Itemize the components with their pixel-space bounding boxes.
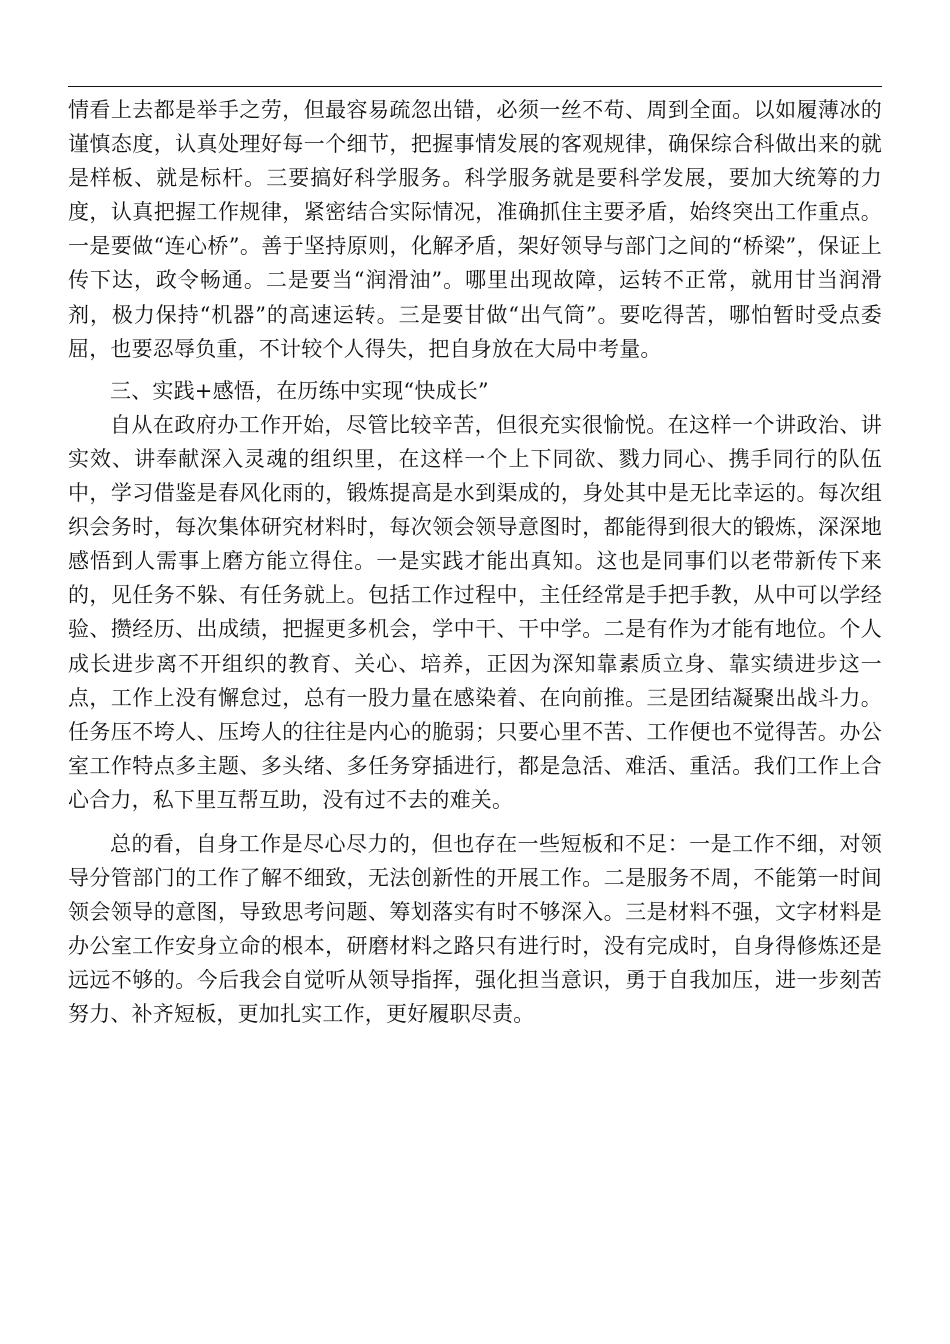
paragraph-summary: 总的看，自身工作是尽心尽力的，但也存在一些短板和不足：一是工作不细，对领导分管部门的工作了解不细致，无法创新性的开展工作。二是服务不周，不能第一时间领会领导的意图，导致思考问题、筹划落实有时不够深入。三是材料不强，文字材料是办公室工作安身立命的根本，研磨材料之路只有进行时，没有完成时，自身得修炼还是远远不够的。今后我会自觉听从领导指挥，强化担当意识，勇于自我加压，进一步刻苦努力、补齐短板，更加扎实工作，更好履职尽责。: [68, 831, 882, 1027]
document-page: [68, 0, 882, 1344]
section-heading: 三、实践+感悟，在历练中实现“快成长”: [110, 378, 489, 403]
header-rule: [68, 86, 882, 87]
document-body: [68, 93, 882, 1032]
paragraph-continued: 情看上去都是举手之劳，但最容易疏忽出错，必须一丝不苟、周到全面。以如履薄冰的谨慎态度，认真处理好每一个细节，把握事情发展的客观规律，确保综合科做出来的就是样板、就是标杆。三要搞好科学服务。科学服务就是要科学发展，要加大统筹的力度，认真把握工作规律，紧密结合实际情况，准确抓住主要矛盾，始终突出工作重点。一是要做“连心桥”。善于坚持原则，化解矛盾，架好领导与部门之间的“桥梁”，保证上传下达，政令畅通。二是要当“润滑油”。哪里出现故障，运转不正常，就用甘当润滑剂，极力保持“机器”的高速运转。三是要甘做“出气筒”。要吃得苦，哪怕暂时受点委屈，也要忍辱负重，不计较个人得失，把自身放在大局中考量。: [68, 98, 882, 361]
paragraph-gap: [68, 817, 882, 827]
paragraph-practice: 自从在政府办工作开始，尽管比较辛苦，但很充实很愉悦。在这样一个讲政治、讲实效、讲奉献深入灵魂的组织里，在这样一个上下同欲、戮力同心、携手同行的队伍中，学习借鉴是春风化雨的，锻炼提高是水到渠成的，身处其中是无比幸运的。每次组织会务时，每次集体研究材料时，每次领会领导意图时，都能得到很大的锻炼，深深地感悟到人需事上磨方能立得住。一是实践才能出真知。这也是同事们以老带新传下来的，见任务不躲、有任务就上。包括工作过程中，主任经常是手把手教，从中可以学经验、攒经历、出成绩，把握更多机会，学中干、干中学。二是有作为才能有地位。个人成长进步离不开组织的教育、关心、培养，正因为深知靠素质立身、靠实绩进步这一点，工作上没有懈怠过，总有一股力量在感染着、在向前推。三是团结凝聚出战斗力。任务压不垮人、压垮人的往往是内心的脆弱；只要心里不苦、工作便也不觉得苦。办公室工作特点多主题、多头绪、多任务穿插进行，都是急活、难活、重活。我们工作上合心合力，私下里互帮互助，没有过不去的难关。: [68, 412, 882, 812]
